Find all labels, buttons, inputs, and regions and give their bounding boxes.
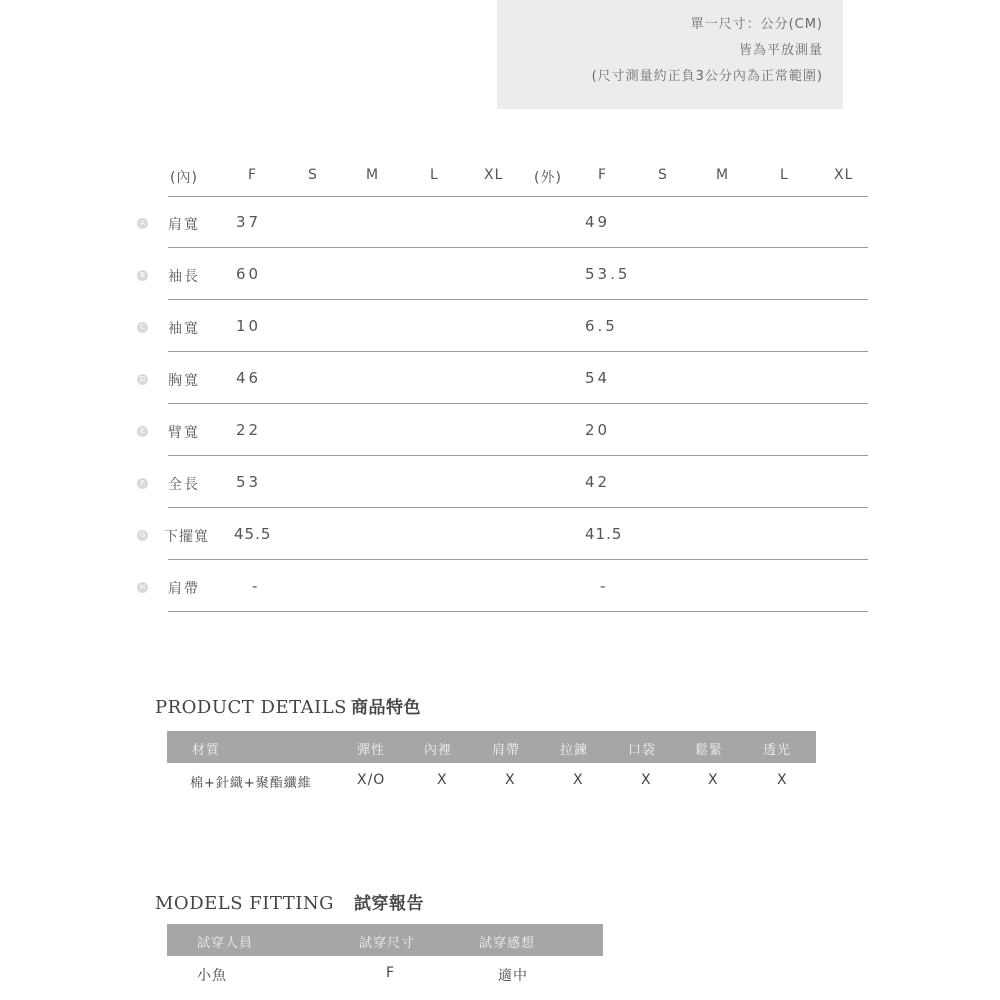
- row-label: 全長: [168, 477, 200, 493]
- inner-value: -: [252, 577, 261, 595]
- row-marker-icon: D: [137, 374, 148, 385]
- inner-value: 60: [236, 265, 262, 283]
- header-model: 試穿人員: [197, 936, 254, 951]
- outer-size-m: M: [716, 167, 730, 183]
- row-label: 袖長: [168, 269, 200, 285]
- row-marker-icon: B: [137, 270, 148, 281]
- outer-value: -: [600, 577, 609, 595]
- header-strap: 肩帶: [492, 743, 521, 758]
- value-size-worn: F: [386, 965, 396, 981]
- inner-value: 46: [236, 369, 262, 387]
- inner-size-f: F: [248, 167, 258, 183]
- table-row: [130, 352, 870, 404]
- header-sheer: 透光: [763, 743, 792, 758]
- row-label: 下擺寬: [164, 529, 209, 545]
- table-row: [130, 404, 870, 456]
- inner-size-xl: XL: [484, 167, 504, 183]
- value-elasticity: X/O: [357, 772, 386, 788]
- inner-size-l: L: [430, 167, 439, 183]
- outer-value: 54: [585, 369, 611, 387]
- header-pocket: 口袋: [628, 743, 657, 758]
- inner-value: 45.5: [234, 525, 272, 543]
- row-label: 肩寬: [168, 217, 200, 233]
- outer-value: 6.5: [585, 317, 618, 335]
- outer-size-l: L: [780, 167, 789, 183]
- header-zipper: 拉鍊: [560, 743, 589, 758]
- row-marker-icon: C: [137, 322, 148, 333]
- table-row: [130, 196, 870, 248]
- header-size-worn: 試穿尺寸: [359, 936, 416, 951]
- header-fit-feedback: 試穿感想: [479, 936, 536, 951]
- models-fitting-header-bar: [167, 924, 603, 956]
- models-fitting-title-cn: 試穿報告: [353, 894, 424, 914]
- value-pocket: X: [641, 772, 652, 788]
- models-fitting-title-en: MODELS FITTING: [155, 893, 334, 914]
- value-model: 小魚: [197, 968, 227, 984]
- outer-value: 53.5: [585, 265, 631, 283]
- outer-size-s: S: [658, 167, 668, 183]
- value-sheer: X: [777, 772, 788, 788]
- outer-header: (外): [534, 170, 562, 186]
- note-unit: 單一尺寸：公分(CM): [690, 17, 823, 32]
- outer-size-xl: XL: [834, 167, 854, 183]
- measurement-note: [497, 0, 843, 109]
- header-elasticity: 彈性: [357, 743, 386, 758]
- inner-value: 53: [236, 473, 262, 491]
- models-fitting-title: [155, 889, 424, 914]
- row-label: 肩帶: [168, 581, 200, 597]
- header-lining: 內裡: [424, 743, 453, 758]
- row-label: 袖寬: [168, 321, 200, 337]
- row-label: 胸寬: [168, 373, 200, 389]
- table-row: [130, 456, 870, 508]
- header-elastic-waist: 鬆緊: [695, 743, 724, 758]
- value-lining: X: [437, 772, 448, 788]
- value-fit-feedback: 適中: [498, 968, 528, 984]
- outer-value: 42: [585, 473, 611, 491]
- value-strap: X: [505, 772, 516, 788]
- inner-value: 37: [236, 213, 262, 231]
- row-marker-icon: F: [137, 478, 148, 489]
- note-flat-measure: 皆為平放測量: [738, 43, 823, 58]
- inner-header: (內): [170, 170, 198, 186]
- table-row: [130, 560, 870, 612]
- inner-size-m: M: [366, 167, 380, 183]
- outer-value: 20: [585, 421, 611, 439]
- table-row: [130, 300, 870, 352]
- product-details-title-cn: 商品特色: [351, 698, 422, 718]
- row-marker-icon: G: [137, 530, 148, 541]
- row-marker-icon: E: [137, 426, 148, 437]
- row-marker-icon: H: [137, 582, 148, 593]
- inner-value: 22: [236, 421, 262, 439]
- product-details-title: [155, 693, 421, 718]
- row-marker-icon: A: [137, 218, 148, 229]
- table-row: [130, 248, 870, 300]
- value-zipper: X: [573, 772, 584, 788]
- outer-size-f: F: [598, 167, 608, 183]
- note-tolerance: (尺寸測量約正負3公分內為正常範圍): [591, 69, 823, 84]
- inner-size-s: S: [308, 167, 318, 183]
- inner-value: 10: [236, 317, 262, 335]
- row-divider: [168, 611, 868, 612]
- product-details-header-bar: [167, 731, 816, 763]
- value-material: 棉+針織+聚酯纖維: [190, 776, 312, 791]
- row-label: 臂寬: [168, 425, 200, 441]
- table-row: [130, 508, 870, 560]
- outer-value: 49: [585, 213, 611, 231]
- outer-value: 41.5: [585, 525, 623, 543]
- header-material: 材質: [192, 743, 221, 758]
- value-elastic-waist: X: [708, 772, 719, 788]
- product-details-title-en: PRODUCT DETAILS: [155, 697, 348, 718]
